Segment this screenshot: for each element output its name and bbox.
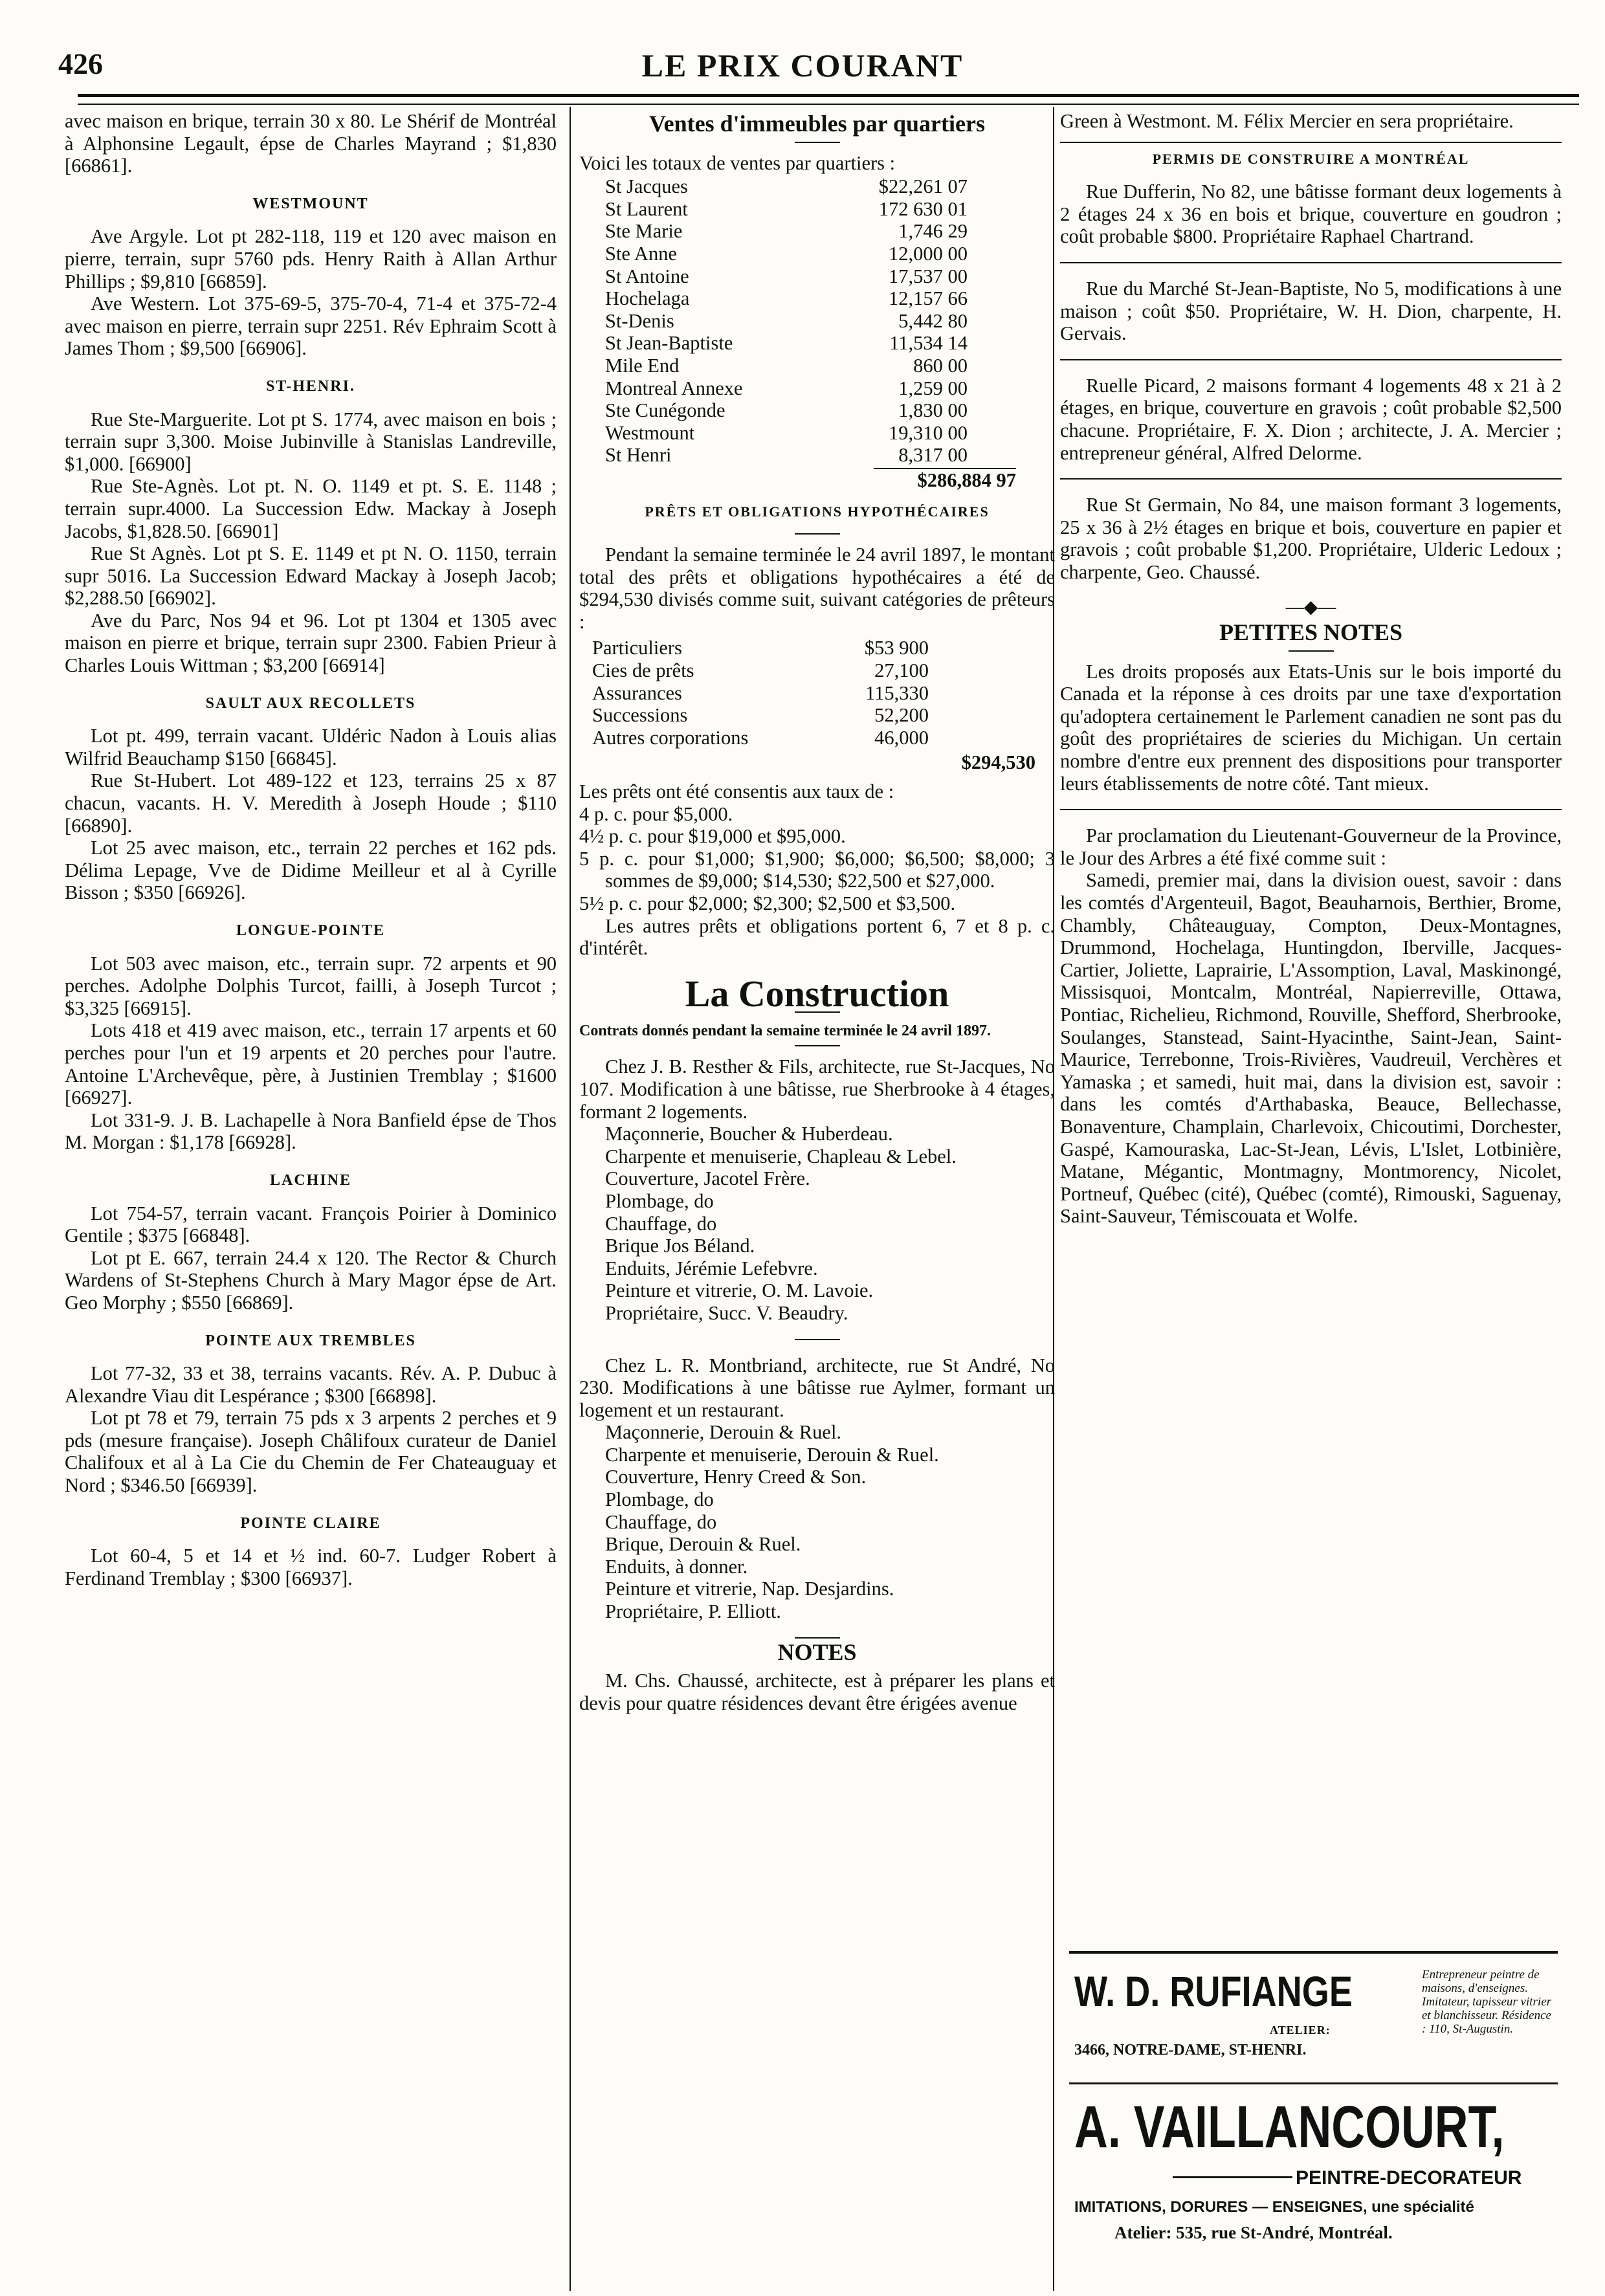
paragraph: Ave du Parc, Nos 94 et 96. Lot pt 1304 et 1305 avec maison en pierre et brique, terrain supr 2300. Fabien Prieur à Charles Louis Wittman ; $3,200 [66914] xyxy=(65,609,557,677)
row-label: Ste Anne xyxy=(605,242,677,265)
row-value: 17,537 00 xyxy=(889,265,968,287)
trade-line: Chauffage, do xyxy=(605,1212,717,1235)
row-value: 27,100 xyxy=(874,659,929,682)
row-value: $22,261 07 xyxy=(878,175,968,198)
section-heading: POINTE AUX TREMBLES xyxy=(205,1332,416,1349)
prets-table xyxy=(592,637,929,749)
trade-line: Brique, Derouin & Ruel. xyxy=(605,1533,801,1556)
ad-name: W. D. RUFIANGE xyxy=(1074,1967,1353,2015)
row-value: 8,317 00 xyxy=(898,444,968,467)
prets-row xyxy=(592,682,929,705)
row-value: 1,746 29 xyxy=(898,220,968,243)
paragraph: Les autres prêts et obligations portent 6, 7 et 8 p. c. d'intérêt. xyxy=(579,914,1055,960)
ventes-row xyxy=(605,287,968,310)
paragraph: Lot 60-4, 5 et 14 et ½ ind. 60-7. Ludger Robert à Ferdinand Tremblay ; $300 [66937]. xyxy=(65,1545,557,1589)
trade-line: Brique Jos Béland. xyxy=(605,1235,755,1257)
row-label: Westmount xyxy=(605,421,695,444)
header-rule-thin xyxy=(78,104,1579,105)
paragraph: Lot 77-32, 33 et 38, terrains vacants. Rév. A. P. Dubuc à Alexandre Viau dit Lespérance ; $300 [66898]. xyxy=(65,1362,557,1407)
section-heading: PRÊTS ET OBLIGATIONS HYPOTHÉCAIRES xyxy=(645,503,990,520)
row-label: Cies de prêts xyxy=(592,659,694,682)
row-label: Hochelaga xyxy=(605,287,690,310)
row-value: 1,830 00 xyxy=(898,399,968,422)
paragraph: Pendant la semaine terminée le 24 avril 1897, le montant total des prêts et obligations hypothécaires a été de $294,530 divisés comme suit, suivant catégories de prêteurs : xyxy=(579,544,1055,633)
ad-address: 3466, NOTRE-DAME, ST-HENRI. xyxy=(1074,2042,1307,2059)
paragraph: Voici les totaux de ventes par quartiers : xyxy=(579,151,896,174)
ventes-row xyxy=(605,243,968,265)
ventes-row xyxy=(605,422,968,445)
row-value: 5,442 80 xyxy=(898,309,968,332)
column-3 xyxy=(1060,110,1562,1228)
paragraph: Les prêts ont été consentis aux taux de : xyxy=(579,780,894,803)
dash-rule xyxy=(795,1045,840,1046)
trade-line: Maçonnerie, Derouin & Ruel. xyxy=(605,1421,842,1444)
column-divider xyxy=(570,107,571,2291)
paragraph: Samedi, premier mai, dans la division ouest, savoir : dans les comtés d'Argenteuil, Bagot, Beauharnois, Berthier, Brome, Chambly, Châteauguay, Compton, Deux-Montagnes, Drummond, Hochelaga, Huntingdon, Iberville, Jacques-Cartier, Joliette, Laprairie, L'Assomption, Laval, Maskinongé, Missisquoi, Montcalm, Montréal, Napierreville, Ottawa, Pontiac, Richelieu, Richmond, Rouville, Shefford, Sherbrooke, Soulanges, Stanstead, Saint-Hyacinthe, Saint-Jean, Saint-Maurice, Terrebonne, Trois-Rivières, Vaudreuil, Verchères et Yamaska ; et samedi, huit mai, dans la division est, savoir : dans les comtés d'Arthabaska, Beauce, Bellechasse, Bonaventure, Champlain, Charlevoix, Chicoutimi, Dorchester, Gaspé, Kamouraska, Lac-St-Jean, Lévis, L'Islet, Lotbinière, Matane, Mégantic, Montmagny, Montmorency, Nicolet, Portneuf, Québec (cité), Québec (comté), Rimouski, Saguenay, Saint-Sauveur, Témiscouata et Wolfe. xyxy=(1060,869,1562,1228)
row-label: Autres corporations xyxy=(592,726,749,749)
paragraph: Rue Ste-Agnès. Lot pt. N. O. 1149 et pt. S. E. 1148 ; terrain supr.4000. La Succession Edw. Mackay à Joseph Jacobs, $1,828.50. [66901] xyxy=(65,475,557,542)
ventes-table xyxy=(605,175,968,467)
prets-row xyxy=(592,637,929,659)
paragraph: Ave Western. Lot 375-69-5, 375-70-4, 71-4 et 375-72-4 avec maison en pierre, terrain supr 2251. Rév Ephraim Scott à James Thom ; $9,500 [66906]. xyxy=(65,293,557,360)
trade-line: Couverture, Henry Creed & Son. xyxy=(605,1466,867,1488)
paragraph: Rue Ste-Marguerite. Lot pt S. 1774, avec maison en bois ; terrain supr 3,300. Moise Jubinville à Stanislas Landreville, $1,000. [66900] xyxy=(65,408,557,475)
row-value: 46,000 xyxy=(874,726,929,749)
ventes-row xyxy=(605,355,968,377)
paragraph: Lot pt E. 667, terrain 24.4 x 120. The Rector & Church Wardens of St-Stephens Church à Mary Magor épse de Art. Geo Morphy ; $550 [66869]. xyxy=(65,1246,557,1314)
contract-2-trades xyxy=(579,1421,1055,1622)
paragraph: Lot 331-9. J. B. Lachapelle à Nora Banfield épse de Thos M. Morgan : $1,178 [66928]. xyxy=(65,1109,557,1154)
row-value: 1,259 00 xyxy=(898,377,968,399)
notes-heading: NOTES xyxy=(777,1639,857,1665)
paragraph: Par proclamation du Lieutenant-Gouverneur de la Province, le Jour des Arbres a été fixé comme suit : xyxy=(1060,824,1562,869)
page-number: 426 xyxy=(58,47,103,80)
paragraph: Ruelle Picard, 2 maisons formant 4 logements 48 x 21 à 2 étages, en brique, couverture en gravois ; coût probable $2,500 chacune. Propriétaire, F. X. Dion ; architecte, J. A. Mercier ; entrepreneur général, Alfred Delorme. xyxy=(1060,374,1562,464)
section-heading: SAULT AUX RECOLLETS xyxy=(205,694,416,712)
ventes-heading: Ventes d'immeubles par quartiers xyxy=(648,111,985,137)
row-label: St Jean-Baptiste xyxy=(605,332,733,355)
construction-heading: La Construction xyxy=(685,972,949,1015)
dash-rule xyxy=(1289,650,1334,652)
journal-title: LE PRIX COURANT xyxy=(641,47,964,83)
separator xyxy=(1060,359,1562,360)
paragraph: Rue St Agnès. Lot pt S. E. 1149 et pt N. O. 1150, terrain supr 5016. La Succession Edward Mackay à Joseph Jacob; $2,288.50 [66902]. xyxy=(65,542,557,610)
row-label: Assurances xyxy=(592,681,682,704)
taux-item: 5½ p. c. pour $2,000; $2,300; $2,500 et $3,500. xyxy=(579,892,956,914)
separator xyxy=(1060,262,1562,263)
row-value: 12,157 66 xyxy=(889,287,968,310)
row-label: St Jacques xyxy=(605,175,688,198)
ad-specialties: IMITATIONS, DORURES — ENSEIGNES, une spécialité xyxy=(1074,2198,1474,2216)
advertisement-rufiange xyxy=(1069,1951,1558,2073)
trade-line: Enduits, Jérémie Lefebvre. xyxy=(605,1257,818,1279)
star-ornament-icon: —◆— xyxy=(1285,597,1336,617)
trade-line: Propriétaire, P. Elliott. xyxy=(605,1600,781,1623)
taux-item: 4 p. c. pour $5,000. xyxy=(579,802,733,825)
row-value: 19,310 00 xyxy=(889,421,968,444)
ventes-total: $286,884 97 xyxy=(874,468,1016,492)
separator xyxy=(1060,142,1562,143)
taux-item: 5 p. c. pour $1,000; $1,900; $6,000; $6,500; $8,000; 3 sommes de $9,000; $14,530; $22,500 et $27,000. xyxy=(579,847,1055,892)
petites-notes-heading: PETITES NOTES xyxy=(1219,619,1403,646)
paragraph: M. Chs. Chaussé, architecte, est à préparer les plans et devis pour quatre résidences devant être érigées avenue xyxy=(579,1670,1055,1714)
ornament-divider xyxy=(1060,595,1562,619)
paragraph: Lot 754-57, terrain vacant. François Poirier à Dominico Gentile ; $375 [66848]. xyxy=(65,1202,557,1247)
ventes-row xyxy=(605,377,968,400)
section-heading: PERMIS DE CONSTRUIRE A MONTRÉAL xyxy=(1152,150,1470,167)
row-label: St Laurent xyxy=(605,197,688,220)
paragraph: Chez L. R. Montbriand, architecte, rue St André, No 230. Modifications à une bâtisse rue Aylmer, formant un logement et un restaurant. xyxy=(579,1354,1055,1421)
trade-line: Enduits, à donner. xyxy=(605,1555,748,1578)
row-label: Successions xyxy=(592,704,688,727)
row-value: 115,330 xyxy=(865,681,929,704)
ad-atelier-label: ATELIER: xyxy=(1270,2024,1331,2037)
column-2 xyxy=(579,110,1055,1714)
row-value: 12,000 00 xyxy=(889,242,968,265)
paragraph: Rue St Germain, No 84, une maison formant 3 logements, 25 x 36 à 2½ étages en brique et bois, couverture en papier et gravois ; coût probable $1,200. Propriétaire, Ulderic Ledoux ; charpente, Geo. Chaussé. xyxy=(1060,494,1562,583)
dash-rule xyxy=(795,1339,840,1340)
row-label: St Antoine xyxy=(605,265,689,287)
row-label: Mile End xyxy=(605,354,680,377)
ad-address: Atelier: 535, rue St-André, Montréal. xyxy=(1114,2223,1393,2242)
row-label: Montreal Annexe xyxy=(605,377,743,399)
trade-line: Propriétaire, Succ. V. Beaudry. xyxy=(605,1301,848,1324)
section-heading: WESTMOUNT xyxy=(252,195,369,212)
trade-line: Peinture et vitrerie, O. M. Lavoie. xyxy=(605,1279,874,1302)
ventes-row xyxy=(605,310,968,333)
paragraph: avec maison en brique, terrain 30 x 80. Le Shérif de Montréal à Alphonsine Legault, épse de Charles Mayrand ; $1,830 [66861]. xyxy=(65,110,557,177)
row-label: Ste Cunégonde xyxy=(605,399,725,422)
section-heading: POINTE CLAIRE xyxy=(240,1514,381,1532)
separator xyxy=(1060,478,1562,480)
trade-line: Plombage, do xyxy=(605,1189,714,1212)
ad-name: A. VAILLANCOURT, xyxy=(1074,2094,1505,2160)
row-value: 860 00 xyxy=(913,354,968,377)
paragraph: Ave Argyle. Lot pt 282-118, 119 et 120 avec maison en pierre, terrain, supr 5760 pds. Henry Raith à Allan Arthur Phillips ; $9,810 [66859]. xyxy=(65,225,557,293)
row-label: St Henri xyxy=(605,444,672,467)
row-value: 52,200 xyxy=(874,704,929,727)
page-header xyxy=(58,47,1547,92)
ventes-row xyxy=(605,399,968,422)
taux-item: 4½ p. c. pour $19,000 et $95,000. xyxy=(579,825,846,848)
ad-rule xyxy=(1173,2176,1292,2178)
paragraph: Les droits proposés aux Etats-Unis sur le bois importé du Canada et la réponse à ces droits par une taxe d'exportation qu'adoptera certainement le Parlement canadien ne sont pas du goût des propriétaires de scieries du Michigan. Un certain nombre d'entre eux prennent des dispositions pour transporter leurs établissements de notre côté. Tant mieux. xyxy=(1060,660,1562,795)
trade-line: Peinture et vitrerie, Nap. Desjardins. xyxy=(605,1578,894,1600)
row-value: 172 630 01 xyxy=(878,197,968,220)
trade-line: Maçonnerie, Boucher & Huberdeau. xyxy=(605,1123,893,1145)
ad-trade: PEINTRE-DECORATEUR xyxy=(1296,2167,1522,2189)
paragraph: Green à Westmont. M. Félix Mercier en sera propriétaire. xyxy=(1060,110,1514,132)
row-label: St-Denis xyxy=(605,309,674,332)
ventes-row xyxy=(605,198,968,221)
row-label: Particuliers xyxy=(592,637,682,659)
prets-row xyxy=(592,727,929,749)
row-value: $53 900 xyxy=(864,637,929,659)
trade-line: Couverture, Jacotel Frère. xyxy=(605,1167,810,1190)
contract-1-trades xyxy=(579,1123,1055,1324)
ventes-row xyxy=(605,444,968,467)
taux-list xyxy=(579,803,1055,915)
paragraph: Chez J. B. Resther & Fils, architecte, rue St-Jacques, No 107. Modification à une bâtisse, rue Sherbrooke à 4 étages, formant 2 logements. xyxy=(579,1055,1055,1123)
ventes-row xyxy=(605,332,968,355)
trade-line: Chauffage, do xyxy=(605,1510,717,1533)
dash-rule xyxy=(795,533,840,535)
ventes-row xyxy=(605,265,968,288)
prets-row xyxy=(592,704,929,727)
paragraph: Rue Dufferin, No 82, une bâtisse formant deux logements à 2 étages 24 x 36 en bois et brique, couverture en goudron ; coût probable $800. Propriétaire Raphael Chartrand. xyxy=(1060,181,1562,248)
paragraph: Lot pt 78 et 79, terrain 75 pds x 3 arpents 2 perches et 9 pds (mesure française). Joseph Châlifoux curateur de Daniel Chalifoux et al à La Cie du Chemin de Fer Chateauguay et Nord ; $346.50 [66939]. xyxy=(65,1407,557,1497)
section-heading: LONGUE-POINTE xyxy=(236,922,386,939)
dash-rule xyxy=(795,1637,840,1639)
advertisement-vaillancourt xyxy=(1069,2082,1558,2259)
ad-description: Entrepreneur peintre de maisons, d'enseignes. Imitateur, tapisseur vitrier et blanchisseur. Résidence : 110, St-Augustin. xyxy=(1422,1968,1552,2036)
section-heading: ST-HENRI. xyxy=(266,377,355,395)
dash-rule xyxy=(795,142,840,143)
prets-row xyxy=(592,659,929,682)
column-1 xyxy=(65,110,557,1589)
construction-subtitle: Contrats donnés pendant la semaine terminée le 24 avril 1897. xyxy=(579,1022,991,1040)
paragraph: Rue St-Hubert. Lot 489-122 et 123, terrains 25 x 87 chacun, vacants. H. V. Meredith à Joseph Houde ; $110 [66890]. xyxy=(65,769,557,837)
row-label: Ste Marie xyxy=(605,220,683,243)
paragraph: Lots 418 et 419 avec maison, etc., terrain 17 arpents et 60 perches pour l'un et 19 arpents et 20 perches pour l'autre. Antoine L'Archevêque, père, à Justinien Tremblay ; $1600 [66927]. xyxy=(65,1019,557,1109)
trade-line: Plombage, do xyxy=(605,1488,714,1511)
paragraph: Lot 25 avec maison, etc., terrain 22 perches et 162 pds. Délima Lepage, Vve de Didime Meilleur et al à Cyrille Bisson ; $350 [66926]. xyxy=(65,837,557,904)
trade-line: Charpente et menuiserie, Chapleau & Lebel. xyxy=(605,1145,957,1167)
trade-line: Charpente et menuiserie, Derouin & Ruel. xyxy=(605,1443,939,1466)
row-value: 11,534 14 xyxy=(889,332,968,355)
header-rule xyxy=(78,94,1579,97)
prets-total: $294,530 xyxy=(961,751,1035,774)
ventes-row xyxy=(605,220,968,243)
paragraph: Rue du Marché St-Jean-Baptiste, No 5, modifications à une maison ; coût $50. Propriétaire, W. H. Dion, charpente, H. Gervais. xyxy=(1060,277,1562,345)
separator xyxy=(1060,809,1562,810)
ventes-row xyxy=(605,175,968,198)
section-heading: LACHINE xyxy=(269,1171,352,1189)
paragraph: Lot 503 avec maison, etc., terrain supr. 72 arpents et 90 perches. Adolphe Dolphis Turcot, failli, à Joseph Turcot ; $3,325 [66915]. xyxy=(65,952,557,1019)
paragraph: Lot pt. 499, terrain vacant. Uldéric Nadon à Louis alias Wilfrid Beauchamp $150 [66845]. xyxy=(65,725,557,769)
